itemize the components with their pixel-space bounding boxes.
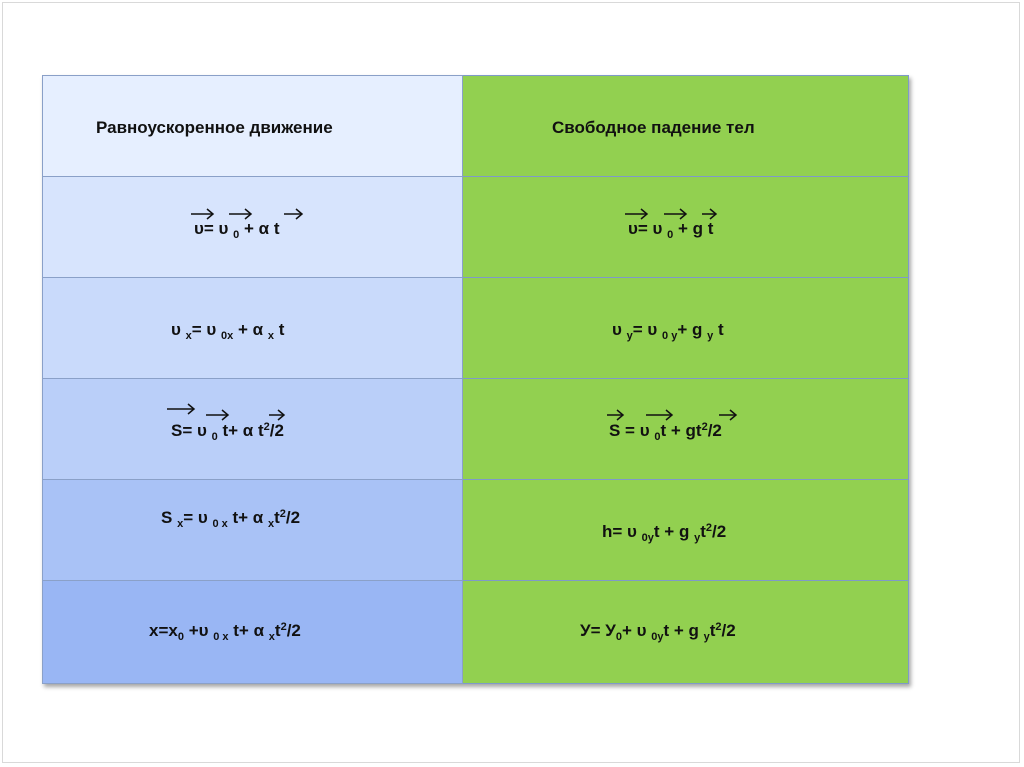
cell-coordinate-y-free-fall [463,581,909,684]
cell-velocity-x-uniform [42,278,463,379]
formula-table [42,75,909,684]
cell-coordinate-x-uniform [42,581,463,684]
formula-text: υ= υ $_0$ + g t [628,219,714,241]
cell-displacement-vector-uniform [42,379,463,480]
header-free-fall [463,75,909,177]
formula-text: $x=x_0 +\upsilon$ $_{0 x}$ t+ α $_xt^2/2$ [149,621,301,643]
formula-text: υ= υ $_0$ + α t [194,219,280,241]
formula-text: υ $_y$= υ $_{0 y}$+ g $_y$ t [612,320,724,342]
formula-text: S $_x$= υ $_{0 x}$ t+ α $_xt^2/2$ [161,508,301,530]
formula-text: S = υ $_0t + gt^2/2$ [609,421,722,443]
cell-displacement-vector-free-fall [463,379,909,480]
header-left-text: Равноускоренное движение [96,118,333,137]
formula-text: S= υ $_0$ t+ α $t^2/2$ [171,421,284,443]
header-right-text: Свободное падение тел [552,118,755,137]
cell-displacement-x-uniform [42,480,463,581]
header-uniform-acceleration [42,75,463,177]
formula-text: h= υ $_{0y}$t + g $_yt^2/2$ [602,522,727,544]
cell-velocity-vector-free-fall [463,177,909,278]
cell-height-free-fall [463,480,909,581]
formula-text: υ $_x$= υ $_{0x}$ + α $_x$ t [171,320,285,342]
cell-velocity-vector-uniform [42,177,463,278]
formula-text: $У= У_0+ \upsilon$ $_{0y}$t + g $_yt^2/2$ [580,621,736,643]
cell-velocity-y-free-fall [463,278,909,379]
